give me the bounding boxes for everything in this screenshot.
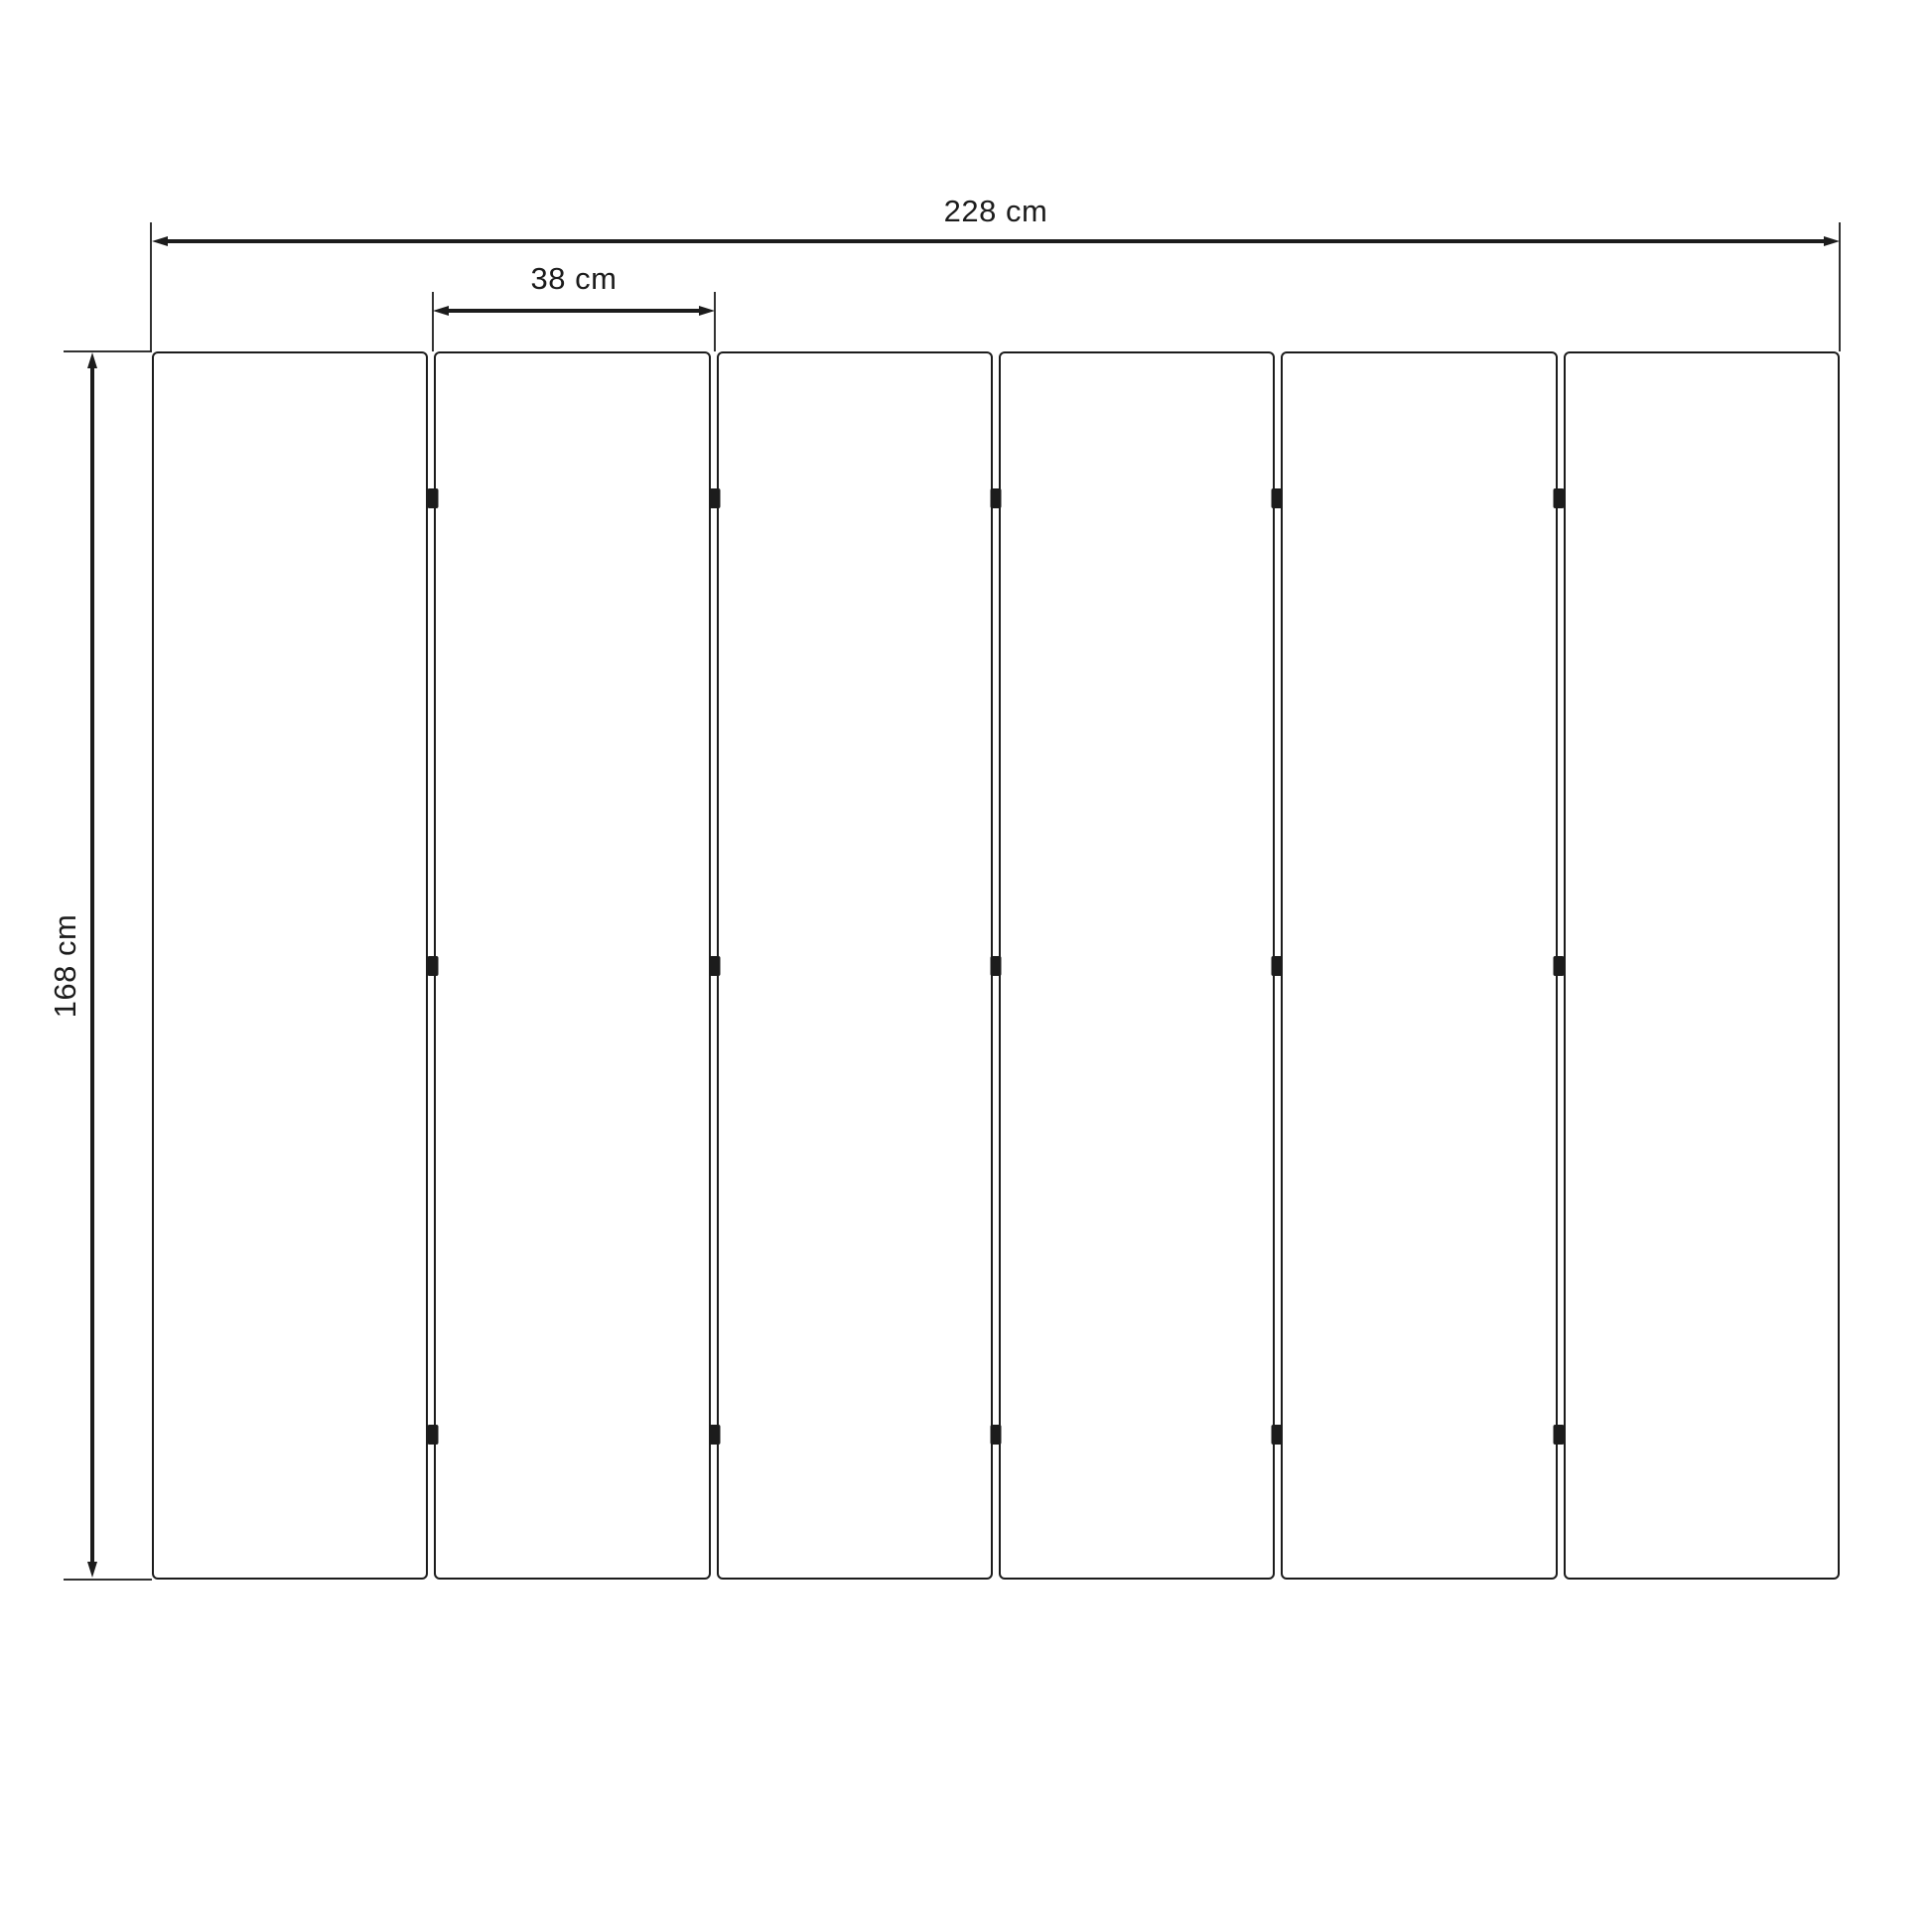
panel-1 [152,351,428,1580]
height-arrow-up-icon [87,352,97,368]
hinge-mark [991,956,1002,976]
panel-3 [717,351,993,1580]
total-width-dimension-line [167,239,1825,243]
panel-width-extension-line-left [432,292,434,351]
height-extension-line-top [64,350,152,352]
total-width-arrow-left-icon [152,236,168,246]
height-dimension-line [90,366,94,1564]
hinge-mark [1272,956,1283,976]
hinge-mark [1272,1425,1283,1445]
panel-width-dimension-label: 38 cm [530,261,618,296]
panel-width-dimension-line [448,309,700,313]
hinge-mark [1553,956,1564,976]
hinge-mark [428,1425,439,1445]
panel-width-extension-line-right [714,292,716,351]
height-dimension-label: 168 cm [48,913,82,1019]
hinge-mark [428,956,439,976]
hinge-mark [428,488,439,508]
total-width-dimension-label: 228 cm [943,194,1048,228]
total-width-arrow-right-icon [1824,236,1840,246]
panel-width-arrow-right-icon [699,306,715,316]
height-arrow-down-icon [87,1562,97,1578]
panel-width-arrow-left-icon [433,306,449,316]
hinge-mark [709,956,720,976]
panel-6 [1564,351,1840,1580]
hinge-mark [1553,488,1564,508]
hinge-mark [991,488,1002,508]
height-extension-line-bottom [64,1579,152,1581]
panel-5 [1281,351,1557,1580]
hinge-mark [1553,1425,1564,1445]
hinge-mark [709,488,720,508]
hinge-mark [991,1425,1002,1445]
hinge-mark [1272,488,1283,508]
panel-2 [434,351,710,1580]
panel-4 [999,351,1275,1580]
hinge-mark [709,1425,720,1445]
